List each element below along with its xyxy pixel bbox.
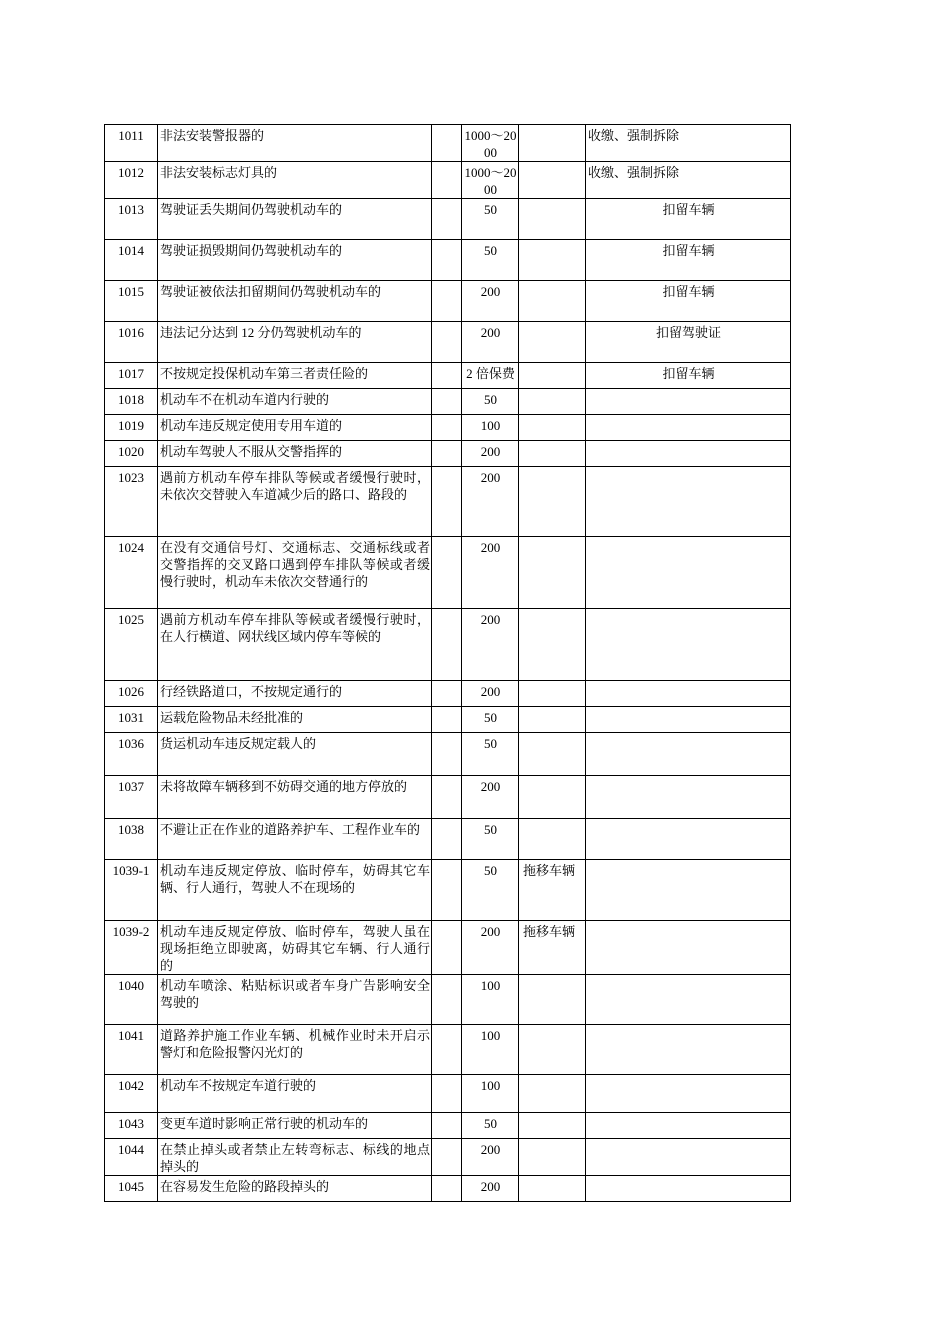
fine-amount: 200 bbox=[462, 609, 519, 681]
violation-description: 机动车不按规定车道行驶的 bbox=[158, 1075, 432, 1113]
enforcement-measure bbox=[519, 1025, 586, 1075]
fine-amount: 200 bbox=[462, 467, 519, 537]
fine-amount: 50 bbox=[462, 707, 519, 733]
table-row bbox=[105, 609, 791, 681]
violation-code: 1025 bbox=[105, 609, 158, 681]
fine-amount: 50 bbox=[462, 389, 519, 415]
enforcement-measure bbox=[519, 537, 586, 609]
table-row bbox=[105, 537, 791, 609]
violation-code: 1038 bbox=[105, 819, 158, 860]
table-row bbox=[105, 1176, 791, 1202]
violation-code: 1011 bbox=[105, 125, 158, 162]
table-row bbox=[105, 707, 791, 733]
blank-cell bbox=[432, 1025, 462, 1075]
other-penalty bbox=[586, 975, 791, 1025]
other-penalty bbox=[586, 467, 791, 537]
violation-code: 1045 bbox=[105, 1176, 158, 1202]
enforcement-measure bbox=[519, 681, 586, 707]
table-row bbox=[105, 1113, 791, 1139]
enforcement-measure bbox=[519, 1176, 586, 1202]
enforcement-measure bbox=[519, 389, 586, 415]
blank-cell bbox=[432, 467, 462, 537]
enforcement-measure bbox=[519, 1075, 586, 1113]
blank-cell bbox=[432, 1139, 462, 1176]
violations-table bbox=[104, 124, 791, 1202]
other-penalty bbox=[586, 1139, 791, 1176]
other-penalty bbox=[586, 389, 791, 415]
other-penalty: 扣留车辆 bbox=[586, 363, 791, 389]
other-penalty bbox=[586, 1025, 791, 1075]
table-row bbox=[105, 162, 791, 199]
blank-cell bbox=[432, 609, 462, 681]
blank-cell bbox=[432, 389, 462, 415]
violation-code: 1024 bbox=[105, 537, 158, 609]
enforcement-measure bbox=[519, 975, 586, 1025]
other-penalty: 收缴、强制拆除 bbox=[586, 125, 791, 162]
enforcement-measure bbox=[519, 125, 586, 162]
fine-amount: 200 bbox=[462, 921, 519, 975]
fine-amount: 50 bbox=[462, 240, 519, 281]
violation-code: 1031 bbox=[105, 707, 158, 733]
other-penalty bbox=[586, 537, 791, 609]
violation-description: 道路养护施工作业车辆、机械作业时未开启示警灯和危险报警闪光灯的 bbox=[158, 1025, 432, 1075]
blank-cell bbox=[432, 819, 462, 860]
table-row bbox=[105, 733, 791, 776]
fine-amount: 200 bbox=[462, 537, 519, 609]
fine-amount: 1000～2000 bbox=[462, 162, 519, 199]
blank-cell bbox=[432, 199, 462, 240]
fine-amount: 200 bbox=[462, 776, 519, 819]
blank-cell bbox=[432, 1113, 462, 1139]
table-row bbox=[105, 819, 791, 860]
violation-code: 1017 bbox=[105, 363, 158, 389]
enforcement-measure bbox=[519, 467, 586, 537]
table-row bbox=[105, 1025, 791, 1075]
violation-code: 1026 bbox=[105, 681, 158, 707]
other-penalty bbox=[586, 1075, 791, 1113]
table-row bbox=[105, 921, 791, 975]
violation-code: 1018 bbox=[105, 389, 158, 415]
fine-amount: 200 bbox=[462, 441, 519, 467]
enforcement-measure bbox=[519, 707, 586, 733]
blank-cell bbox=[432, 363, 462, 389]
blank-cell bbox=[432, 415, 462, 441]
table-row bbox=[105, 415, 791, 441]
violation-code: 1020 bbox=[105, 441, 158, 467]
fine-amount: 50 bbox=[462, 733, 519, 776]
violation-code: 1039-2 bbox=[105, 921, 158, 975]
fine-amount: 200 bbox=[462, 1139, 519, 1176]
violation-code: 1019 bbox=[105, 415, 158, 441]
table-row bbox=[105, 281, 791, 322]
fine-amount: 2 倍保费 bbox=[462, 363, 519, 389]
violation-description: 遇前方机动车停车排队等候或者缓慢行驶时，未依次交替驶入车道减少后的路口、路段的 bbox=[158, 467, 432, 537]
other-penalty bbox=[586, 776, 791, 819]
other-penalty bbox=[586, 707, 791, 733]
violation-code: 1012 bbox=[105, 162, 158, 199]
violation-code: 1014 bbox=[105, 240, 158, 281]
violation-description: 货运机动车违反规定载人的 bbox=[158, 733, 432, 776]
enforcement-measure: 拖移车辆 bbox=[519, 921, 586, 975]
other-penalty bbox=[586, 415, 791, 441]
violation-description: 未将故障车辆移到不妨碍交通的地方停放的 bbox=[158, 776, 432, 819]
enforcement-measure bbox=[519, 1113, 586, 1139]
violation-code: 1040 bbox=[105, 975, 158, 1025]
fine-amount: 50 bbox=[462, 1113, 519, 1139]
fine-amount: 200 bbox=[462, 1176, 519, 1202]
table-row bbox=[105, 389, 791, 415]
violation-description: 非法安装警报器的 bbox=[158, 125, 432, 162]
other-penalty: 收缴、强制拆除 bbox=[586, 162, 791, 199]
enforcement-measure bbox=[519, 609, 586, 681]
blank-cell bbox=[432, 162, 462, 199]
blank-cell bbox=[432, 860, 462, 921]
violation-description: 驾驶证丢失期间仍驾驶机动车的 bbox=[158, 199, 432, 240]
violation-description: 遇前方机动车停车排队等候或者缓慢行驶时，在人行横道、网状线区域内停车等候的 bbox=[158, 609, 432, 681]
table-row bbox=[105, 860, 791, 921]
violation-code: 1036 bbox=[105, 733, 158, 776]
enforcement-measure bbox=[519, 776, 586, 819]
blank-cell bbox=[432, 240, 462, 281]
violation-code: 1042 bbox=[105, 1075, 158, 1113]
fine-amount: 200 bbox=[462, 322, 519, 363]
other-penalty bbox=[586, 441, 791, 467]
violation-description: 机动车不在机动车道内行驶的 bbox=[158, 389, 432, 415]
table-row bbox=[105, 363, 791, 389]
other-penalty bbox=[586, 681, 791, 707]
violation-code: 1043 bbox=[105, 1113, 158, 1139]
blank-cell bbox=[432, 322, 462, 363]
enforcement-measure bbox=[519, 441, 586, 467]
violation-code: 1013 bbox=[105, 199, 158, 240]
blank-cell bbox=[432, 537, 462, 609]
table-row bbox=[105, 467, 791, 537]
blank-cell bbox=[432, 681, 462, 707]
other-penalty: 扣留车辆 bbox=[586, 240, 791, 281]
fine-amount: 100 bbox=[462, 1075, 519, 1113]
table-row bbox=[105, 681, 791, 707]
fine-amount: 200 bbox=[462, 281, 519, 322]
enforcement-measure bbox=[519, 240, 586, 281]
blank-cell bbox=[432, 733, 462, 776]
violation-description: 机动车喷涂、粘贴标识或者车身广告影响安全驾驶的 bbox=[158, 975, 432, 1025]
enforcement-measure bbox=[519, 415, 586, 441]
violation-description: 运载危险物品未经批准的 bbox=[158, 707, 432, 733]
other-penalty bbox=[586, 921, 791, 975]
blank-cell bbox=[432, 1176, 462, 1202]
other-penalty bbox=[586, 733, 791, 776]
violation-description: 变更车道时影响正常行驶的机动车的 bbox=[158, 1113, 432, 1139]
fine-amount: 50 bbox=[462, 819, 519, 860]
blank-cell bbox=[432, 1075, 462, 1113]
other-penalty bbox=[586, 1176, 791, 1202]
violation-description: 在没有交通信号灯、交通标志、交通标线或者交警指挥的交叉路口遇到停车排队等候或者缓慢行驶时，机动车未依次交替通行的 bbox=[158, 537, 432, 609]
violation-description: 机动车违反规定停放、临时停车，妨碍其它车辆、行人通行，驾驶人不在现场的 bbox=[158, 860, 432, 921]
violation-code: 1015 bbox=[105, 281, 158, 322]
violation-description: 驾驶证被依法扣留期间仍驾驶机动车的 bbox=[158, 281, 432, 322]
violation-description: 行经铁路道口，不按规定通行的 bbox=[158, 681, 432, 707]
fine-amount: 200 bbox=[462, 681, 519, 707]
table-row bbox=[105, 125, 791, 162]
violation-description: 违法记分达到 12 分仍驾驶机动车的 bbox=[158, 322, 432, 363]
blank-cell bbox=[432, 921, 462, 975]
other-penalty: 扣留驾驶证 bbox=[586, 322, 791, 363]
enforcement-measure bbox=[519, 363, 586, 389]
table-row bbox=[105, 1139, 791, 1176]
enforcement-measure: 拖移车辆 bbox=[519, 860, 586, 921]
violation-description: 不按规定投保机动车第三者责任险的 bbox=[158, 363, 432, 389]
violation-code: 1044 bbox=[105, 1139, 158, 1176]
enforcement-measure bbox=[519, 281, 586, 322]
blank-cell bbox=[432, 441, 462, 467]
violation-description: 机动车驾驶人不服从交警指挥的 bbox=[158, 441, 432, 467]
table-row bbox=[105, 1075, 791, 1113]
blank-cell bbox=[432, 707, 462, 733]
table-row bbox=[105, 322, 791, 363]
violation-code: 1041 bbox=[105, 1025, 158, 1075]
other-penalty: 扣留车辆 bbox=[586, 281, 791, 322]
fine-amount: 100 bbox=[462, 415, 519, 441]
table-row bbox=[105, 776, 791, 819]
other-penalty: 扣留车辆 bbox=[586, 199, 791, 240]
blank-cell bbox=[432, 975, 462, 1025]
violation-description: 驾驶证损毁期间仍驾驶机动车的 bbox=[158, 240, 432, 281]
blank-cell bbox=[432, 281, 462, 322]
blank-cell bbox=[432, 125, 462, 162]
enforcement-measure bbox=[519, 733, 586, 776]
enforcement-measure bbox=[519, 162, 586, 199]
table-row bbox=[105, 441, 791, 467]
fine-amount: 50 bbox=[462, 860, 519, 921]
blank-cell bbox=[432, 776, 462, 819]
table-row bbox=[105, 975, 791, 1025]
violation-description: 不避让正在作业的道路养护车、工程作业车的 bbox=[158, 819, 432, 860]
enforcement-measure bbox=[519, 322, 586, 363]
other-penalty bbox=[586, 860, 791, 921]
fine-amount: 1000～2000 bbox=[462, 125, 519, 162]
table-row bbox=[105, 199, 791, 240]
violation-code: 1037 bbox=[105, 776, 158, 819]
violation-description: 在禁止掉头或者禁止左转弯标志、标线的地点掉头的 bbox=[158, 1139, 432, 1176]
table-row bbox=[105, 240, 791, 281]
enforcement-measure bbox=[519, 1139, 586, 1176]
other-penalty bbox=[586, 819, 791, 860]
fine-amount: 100 bbox=[462, 1025, 519, 1075]
violation-code: 1016 bbox=[105, 322, 158, 363]
enforcement-measure bbox=[519, 199, 586, 240]
other-penalty bbox=[586, 609, 791, 681]
enforcement-measure bbox=[519, 819, 586, 860]
fine-amount: 50 bbox=[462, 199, 519, 240]
other-penalty bbox=[586, 1113, 791, 1139]
fine-amount: 100 bbox=[462, 975, 519, 1025]
violation-description: 在容易发生危险的路段掉头的 bbox=[158, 1176, 432, 1202]
violation-description: 机动车违反规定停放、临时停车，驾驶人虽在现场拒绝立即驶离，妨碍其它车辆、行人通行的 bbox=[158, 921, 432, 975]
violation-description: 非法安装标志灯具的 bbox=[158, 162, 432, 199]
violation-code: 1023 bbox=[105, 467, 158, 537]
violation-code: 1039-1 bbox=[105, 860, 158, 921]
violation-description: 机动车违反规定使用专用车道的 bbox=[158, 415, 432, 441]
